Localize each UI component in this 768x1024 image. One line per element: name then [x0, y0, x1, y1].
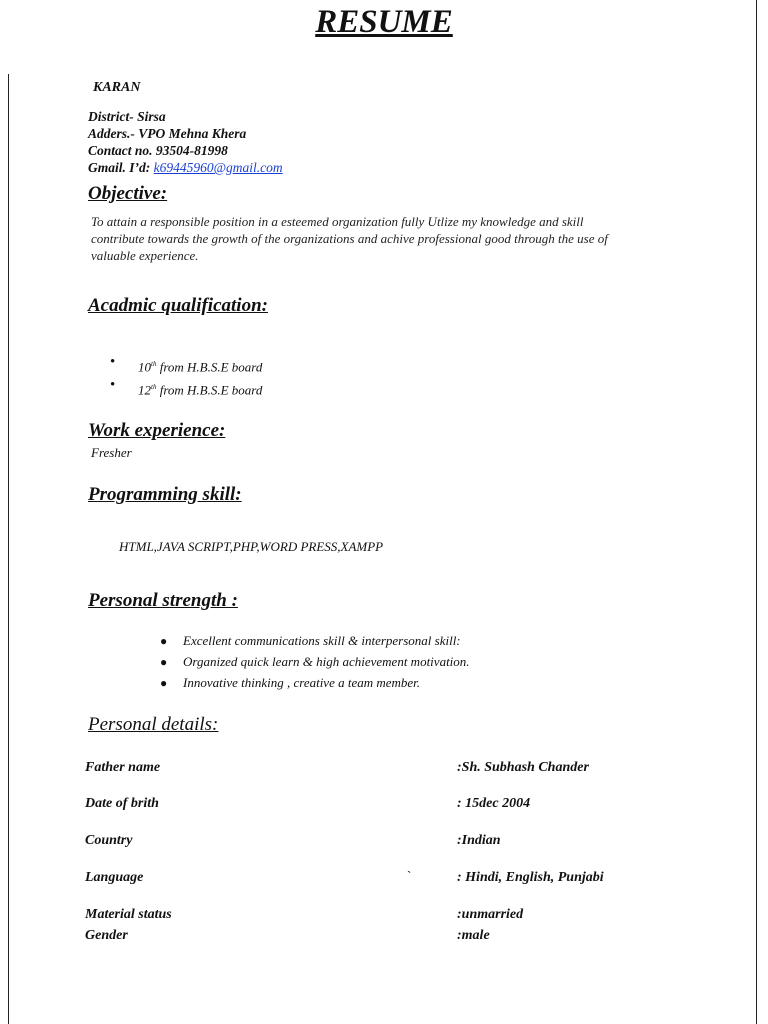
document-title: RESUME [315, 4, 453, 40]
programming-heading: Programming skill: [88, 484, 242, 505]
work-text: Fresher [91, 445, 132, 460]
objective-line: valuable experience. [91, 248, 199, 263]
objective-text [91, 213, 691, 264]
bullet-icon: • [110, 377, 116, 393]
gmail-line [88, 159, 283, 176]
qualification-sup: th [151, 360, 157, 368]
page-border-left [8, 74, 9, 1024]
details-heading: Personal details: [88, 714, 219, 735]
strength-text: Organized quick learn & high achievement motivation. [183, 654, 470, 669]
phone-line: Contact no. 93504-81998 [88, 143, 228, 158]
detail-value-country: :Indian [457, 833, 501, 848]
academic-list [110, 355, 262, 401]
gmail-label: Gmail. I’d: [88, 160, 151, 175]
detail-value-marital: :unmarried [457, 907, 524, 922]
page-border-right [756, 0, 757, 1024]
detail-value-gender: :male [457, 928, 490, 943]
qualification-num: 10 [138, 359, 151, 375]
contact-block [88, 108, 283, 176]
list-item [160, 654, 470, 675]
bullet-icon: • [110, 354, 116, 370]
candidate-name: KARAN [93, 80, 141, 95]
qualification-text: from H.B.S.E board [156, 359, 263, 375]
stray-mark: ` [407, 868, 412, 883]
strength-text: Excellent communications skill & interpersonal skill: [183, 633, 461, 648]
detail-value-language: : Hindi, English, Punjabi [457, 870, 604, 885]
detail-value-dob: : 15dec 2004 [457, 796, 531, 811]
objective-line: To attain a responsible position in a esteemed organization fully Utlize my knowledge and skill [91, 214, 584, 229]
detail-label-marital: Material status [85, 907, 172, 922]
detail-label-gender: Gender [85, 928, 128, 943]
email-link[interactable]: k69445960@gmail.com [153, 160, 283, 175]
detail-label-dob: Date of brith [85, 796, 159, 811]
detail-label-father: Father name [85, 760, 161, 775]
strength-text: Innovative thinking , creative a team member. [183, 675, 421, 690]
qualification-text: from H.B.S.E board [156, 382, 263, 398]
bullet-icon: ● [160, 676, 168, 690]
list-item [110, 378, 262, 401]
objective-heading: Objective: [88, 183, 168, 204]
address-line: Adders.- VPO Mehna Khera [88, 126, 247, 141]
list-item [160, 633, 470, 654]
list-item [160, 675, 470, 696]
work-heading: Work experience: [88, 420, 226, 441]
academic-heading: Acadmic qualification: [88, 295, 268, 316]
bullet-icon: ● [160, 634, 168, 648]
detail-value-father: :Sh. Subhash Chander [457, 760, 589, 775]
strength-heading: Personal strength : [88, 590, 238, 611]
list-item [110, 355, 262, 378]
objective-line: contribute towards the growth of the organizations and achive professional good through the use of [91, 231, 608, 246]
qualification-num: 12 [138, 382, 151, 398]
qualification-sup: th [151, 383, 157, 391]
programming-text: HTML,JAVA SCRIPT,PHP,WORD PRESS,XAMPP [119, 539, 384, 554]
detail-label-language: Language [85, 870, 144, 885]
strength-list [160, 633, 470, 696]
detail-label-country: Country [85, 833, 133, 848]
bullet-icon: ● [160, 655, 168, 669]
district-line: District- Sirsa [88, 109, 166, 124]
